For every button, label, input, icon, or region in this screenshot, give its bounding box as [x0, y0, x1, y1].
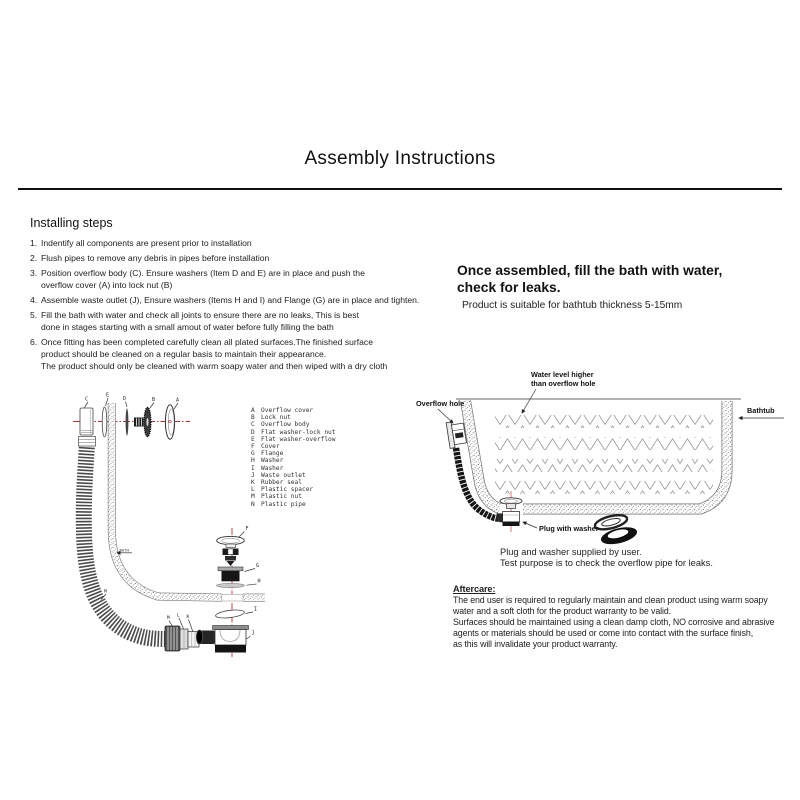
install-step-4: 4. Assemble waste outlet (J), Ensure washers (Items H and I) and Flange (G) are in place and tighten. — [30, 295, 420, 305]
aftercare-line1: The end user is required to regularly maintain and clean product using warm soapy — [453, 594, 768, 605]
overflow-hole-label: Overflow hole — [416, 399, 465, 408]
plug-and-washer-illustration — [594, 511, 639, 548]
bathtub-label: Bathtub — [747, 406, 775, 415]
install-step-3: 3. Position overflow body (C). Ensure washers (Item D and E) are in place and push the overflow cover (A) into lock nut (B) — [30, 268, 365, 290]
part-row-d: D Flat washer-lock nut — [251, 428, 336, 436]
part-row-h: H Washer — [251, 457, 284, 465]
thickness-note: Product is suitable for bathtub thickness 5-15mm — [462, 300, 683, 311]
overflow-pipe — [79, 437, 167, 640]
install-step-6: 6. Once fitting has been completed carefully clean all plated surfaces.The finished surface product should be cleaned on a regular basis to maintain their appearance. The product should only be cleaned with warm soapy water and then wiped with a dry cloth — [30, 337, 388, 371]
page-title: Assembly Instructions — [304, 148, 496, 169]
overflow-fitting — [446, 420, 467, 448]
leak-test-heading-line2: check for leaks. — [457, 280, 561, 295]
aftercare-heading: Aftercare: — [453, 584, 496, 594]
overflow-body-part — [80, 408, 93, 435]
install-step-2: 2. Flush pipes to remove any debris in pipes before installation — [30, 253, 270, 263]
label-washer-i: I — [254, 606, 258, 613]
installing-steps-heading: Installing steps — [30, 216, 113, 230]
leak-test-heading-line1: Once assembled, fill the bath with water, — [457, 263, 723, 278]
flat-washer-lock-nut-part — [126, 409, 129, 436]
water-level-waves — [495, 415, 713, 494]
part-row-f: F Cover — [251, 443, 280, 451]
aftercare-line3: Surfaces should be maintained using a clean damp cloth, NO corrosive and abrasive — [453, 616, 775, 627]
lock-nut-part — [134, 407, 151, 436]
part-row-n: N Plastic pipe — [251, 500, 306, 508]
water-level-label-line2: than overflow hole — [531, 379, 596, 388]
part-row-b: B Lock nut — [251, 414, 291, 422]
parts-legend — [251, 407, 336, 508]
part-row-j: J Waste outlet — [251, 471, 306, 479]
cover-part — [217, 536, 245, 547]
label-plastic-pipe: N — [104, 589, 107, 595]
washer-i-part — [215, 609, 245, 620]
label-overflow-cover: A — [176, 397, 180, 404]
part-row-e: E Flat washer-overflow — [251, 435, 336, 443]
label-lock-nut: B — [152, 397, 156, 403]
washer-h-part — [216, 583, 244, 587]
installing-steps-list — [30, 237, 470, 375]
flange-part — [218, 567, 243, 581]
label-flange: G — [256, 563, 260, 569]
label-rubber-seal: K — [186, 615, 190, 620]
exploded-parts-diagram — [40, 380, 400, 680]
part-row-g: G Flange — [251, 450, 284, 458]
aftercare-line5: as this will invalidate your product warranty. — [453, 638, 618, 649]
title-divider — [18, 188, 782, 190]
bath-wall-section — [112, 403, 265, 601]
label-flat-washer-lock-nut: D — [123, 396, 127, 402]
install-step-1: 1. Indentify all components are present prior to installation — [30, 238, 252, 248]
water-level-label-line1: Water level higher — [531, 370, 594, 379]
overflow-cover-part — [165, 405, 174, 439]
aftercare-section — [453, 584, 774, 649]
part-row-k: K Rubber seal — [251, 479, 302, 487]
plug-mechanism — [223, 549, 239, 567]
label-washer-h: H — [257, 578, 261, 585]
bathtub-leak-test-diagram — [410, 360, 800, 575]
part-row-a: A Overflow cover — [251, 407, 314, 414]
label-flat-washer-overflow: E — [106, 392, 110, 399]
plug-with-washer-label: Plug with washer — [539, 524, 599, 533]
label-plastic-nut: M — [167, 616, 170, 621]
label-cover: F — [245, 526, 249, 532]
label-overflow-body: C — [85, 396, 89, 403]
plug-note — [500, 547, 713, 569]
plug-note-line2: Test purpose is to check the overflow pipe for leaks. — [500, 558, 713, 568]
part-row-i: I Washer — [251, 464, 284, 472]
part-row-c: C Overflow body — [251, 421, 310, 429]
flat-washer-overflow-part — [102, 407, 107, 437]
aftercare-line2: water and a soft cloth for the product warranty to be valid. — [453, 605, 671, 616]
part-row-l: L Plastic spacer — [251, 486, 314, 494]
label-plastic-spacer: L — [177, 613, 180, 619]
pipe-coupling — [165, 626, 199, 651]
plug-note-line1: Plug and washer supplied by user. — [500, 547, 642, 557]
install-step-5: 5. Fill the bath with water and check all joints to ensure there are no leaks, This is best done in stages starting with a small amout of water before fully filling the bath — [30, 310, 359, 332]
waste-outlet-part — [196, 626, 248, 653]
part-row-m: M Plastic nut — [251, 493, 302, 501]
aftercare-line4: agents or materials should be used or come into contact with the surface finish, — [453, 627, 754, 638]
label-waste-outlet: J — [251, 630, 255, 637]
bath-wall-label: BATH — [119, 547, 129, 553]
leak-test-heading — [457, 262, 797, 311]
